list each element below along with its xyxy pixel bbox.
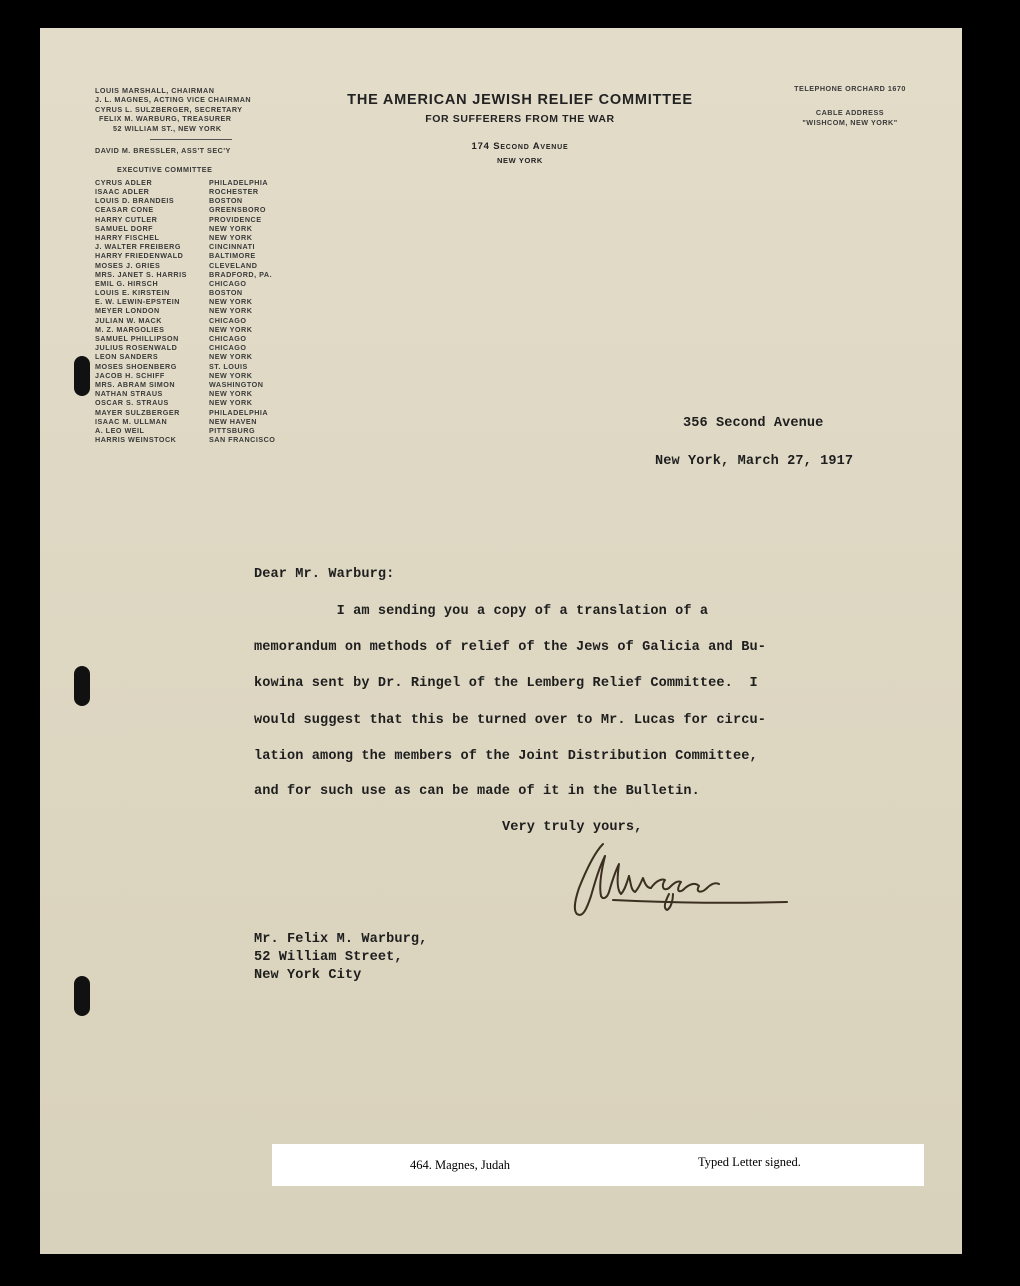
committee-member-name: HARRY FISCHEL (95, 232, 160, 242)
committee-member-city: CHICAGO (209, 343, 247, 353)
committee-member-city: BOSTON (209, 288, 243, 298)
committee-member-name: MRS. ABRAM SIMON (95, 379, 176, 389)
committee-member-name: MOSES J. GRIES (95, 260, 161, 270)
committee-member-name: NATHAN STRAUS (95, 389, 163, 399)
committee-member-row (95, 215, 295, 224)
committee-member-row (95, 380, 295, 389)
committee-member-city: CHICAGO (209, 278, 247, 288)
committee-member-city: NEW YORK (209, 232, 253, 242)
committee-member-row (95, 334, 295, 343)
organization-name: THE AMERICAN JEWISH RELIEF COMMITTEE (347, 92, 693, 108)
committee-member-row (95, 261, 295, 270)
committee-member-city: PITTSBURG (209, 425, 256, 435)
committee-member-name: HARRY CUTLER (95, 214, 158, 224)
committee-member-name: ISAAC ADLER (95, 187, 150, 197)
committee-member-city: BRADFORD, PA. (209, 269, 273, 279)
committee-member-city: NEW YORK (209, 223, 253, 233)
committee-member-row (95, 371, 295, 380)
officer-line: LOUIS MARSHALL, CHAIRMAN (95, 86, 215, 95)
telephone: TELEPHONE ORCHARD 1670 (794, 84, 906, 93)
committee-member-row (95, 233, 295, 242)
officer-line: 52 WILLIAM ST., NEW YORK (113, 123, 222, 133)
committee-member-row (95, 325, 295, 334)
committee-member-row (95, 389, 295, 398)
committee-member-name: ISAAC M. ULLMAN (95, 416, 168, 426)
committee-member-row (95, 408, 295, 417)
committee-member-row (95, 398, 295, 407)
committee-member-name: LOUIS E. KIRSTEIN (95, 288, 170, 298)
committee-member-city: GREENSBORO (209, 205, 266, 215)
body-line: lation among the members of the Joint Distribution Committee, (254, 749, 758, 764)
cable-address: "WISHCOM, NEW YORK" (802, 118, 898, 127)
committee-member-city: ST. LOUIS (209, 361, 248, 371)
committee-member-city: BOSTON (209, 196, 243, 206)
body-line: and for such use as can be made of it in the Bulletin. (254, 784, 700, 799)
body-line: would suggest that this be turned over to Mr. Lucas for circu- (254, 713, 766, 728)
catalog-item: 464. Magnes, Judah (410, 1158, 510, 1172)
committee-member-name: LOUIS D. BRANDEIS (95, 196, 175, 206)
body-line: kowina sent by Dr. Ringel of the Lemberg Relief Committee. I (254, 676, 758, 691)
recipient-line: Mr. Felix M. Warburg, (254, 932, 428, 947)
committee-member-city: NEW YORK (209, 352, 253, 362)
committee-member-name: MAYER SULZBERGER (95, 407, 180, 417)
organization-address: 174 Second Avenue (471, 141, 569, 152)
committee-member-name: JULIUS ROSENWALD (95, 343, 178, 353)
committee-member-row (95, 251, 295, 260)
committee-member-name: CYRUS ADLER (95, 177, 153, 187)
committee-member-row (95, 297, 295, 306)
cable-label: CABLE ADDRESS (815, 108, 885, 117)
committee-member-city: SAN FRANCISCO (209, 435, 276, 445)
body-line: I am sending you a copy of a translation of a (254, 604, 709, 619)
committee-member-row (95, 306, 295, 315)
committee-member-city: WASHINGTON (209, 379, 264, 389)
committee-member-name: MOSES SHOENBERG (95, 361, 177, 371)
sender-address: 356 Second Avenue (683, 416, 824, 431)
committee-member-city: PHILADELPHIA (209, 177, 269, 187)
binder-hole (74, 666, 90, 706)
committee-member-city: NEW YORK (209, 389, 253, 399)
committee-member-row (95, 352, 295, 361)
committee-member-name: SAMUEL DORF (95, 223, 154, 233)
committee-member-row (95, 205, 295, 214)
committee-member-name: OSCAR S. STRAUS (95, 398, 169, 408)
committee-member-city: NEW YORK (209, 306, 253, 316)
committee-member-row (95, 362, 295, 371)
committee-member-name: MEYER LONDON (95, 306, 160, 316)
committee-member-row (95, 196, 295, 205)
officer-line: J. L. MAGNES, ACTING VICE CHAIRMAN (95, 95, 252, 105)
committee-member-name: SAMUEL PHILLIPSON (95, 334, 179, 344)
committee-member-city: NEW YORK (209, 297, 253, 307)
committee-member-name: J. WALTER FREIBERG (95, 242, 181, 252)
divider (150, 139, 232, 140)
committee-member-name: HARRIS WEINSTOCK (95, 435, 177, 445)
committee-member-row (95, 279, 295, 288)
committee-member-city: PHILADELPHIA (209, 407, 269, 417)
letterhead-center (300, 92, 740, 165)
committee-member-row (95, 224, 295, 233)
committee-member-row (95, 178, 295, 187)
body-line: memorandum on methods of relief of the Jews of Galicia and Bu- (254, 640, 766, 655)
closing: Very truly yours, (502, 820, 643, 835)
letterhead-right (775, 84, 925, 128)
organization-city: NEW YORK (497, 156, 543, 165)
committee-member-name: HARRY FRIEDENWALD (95, 251, 184, 261)
committee-member-row (95, 187, 295, 196)
committee-member-city: NEW YORK (209, 370, 253, 380)
committee-member-row (95, 435, 295, 444)
committee-member-row (95, 242, 295, 251)
executive-committee-list (95, 178, 295, 444)
committee-member-row (95, 426, 295, 435)
binder-hole (74, 976, 90, 1016)
catalog-label (272, 1144, 924, 1186)
committee-member-row (95, 270, 295, 279)
committee-member-row (95, 316, 295, 325)
committee-member-city: ROCHESTER (209, 187, 259, 197)
assistant-secretary: DAVID M. BRESSLER, ASS'T SEC'Y (95, 146, 231, 156)
salutation: Dear Mr. Warburg: (254, 567, 395, 582)
binder-hole (74, 356, 90, 396)
committee-member-name: JULIAN W. MACK (95, 315, 162, 325)
committee-member-city: NEW YORK (209, 324, 253, 334)
committee-member-name: M. Z. MARGOLIES (95, 324, 165, 334)
committee-member-row (95, 417, 295, 426)
committee-member-name: EMIL G. HIRSCH (95, 278, 159, 288)
catalog-description: Typed Letter signed. (698, 1155, 801, 1169)
handwritten-signature (565, 838, 795, 920)
recipient-line: 52 William Street, (254, 950, 403, 965)
letterhead-left-column (95, 86, 295, 444)
committee-member-city: NEW YORK (209, 398, 253, 408)
committee-member-row (95, 343, 295, 352)
officer-line: CYRUS L. SULZBERGER, SECRETARY (95, 104, 243, 114)
committee-member-name: LEON SANDERS (95, 352, 159, 362)
executive-committee-title: EXECUTIVE COMMITTEE (117, 165, 213, 175)
committee-member-name: E. W. LEWIN-EPSTEIN (95, 297, 180, 307)
committee-member-city: PROVIDENCE (209, 214, 262, 224)
letter-date: New York, March 27, 1917 (655, 454, 854, 469)
recipient-line: New York City (254, 968, 362, 983)
committee-member-city: CLEVELAND (209, 260, 258, 270)
committee-member-city: NEW HAVEN (209, 416, 257, 426)
officer-line: FELIX M. WARBURG, TREASURER (99, 114, 232, 124)
committee-member-city: CHICAGO (209, 315, 247, 325)
committee-member-city: BALTIMORE (209, 251, 256, 261)
committee-member-name: MRS. JANET S. HARRIS (95, 269, 187, 279)
committee-member-name: JACOB H. SCHIFF (95, 370, 165, 380)
committee-member-row (95, 288, 295, 297)
committee-member-city: CHICAGO (209, 334, 247, 344)
committee-member-name: A. LEO WEIL (95, 425, 145, 435)
committee-member-name: CEASAR CONE (95, 205, 154, 215)
organization-subtitle: FOR SUFFERERS FROM THE WAR (425, 113, 615, 125)
committee-member-city: CINCINNATI (209, 242, 255, 252)
